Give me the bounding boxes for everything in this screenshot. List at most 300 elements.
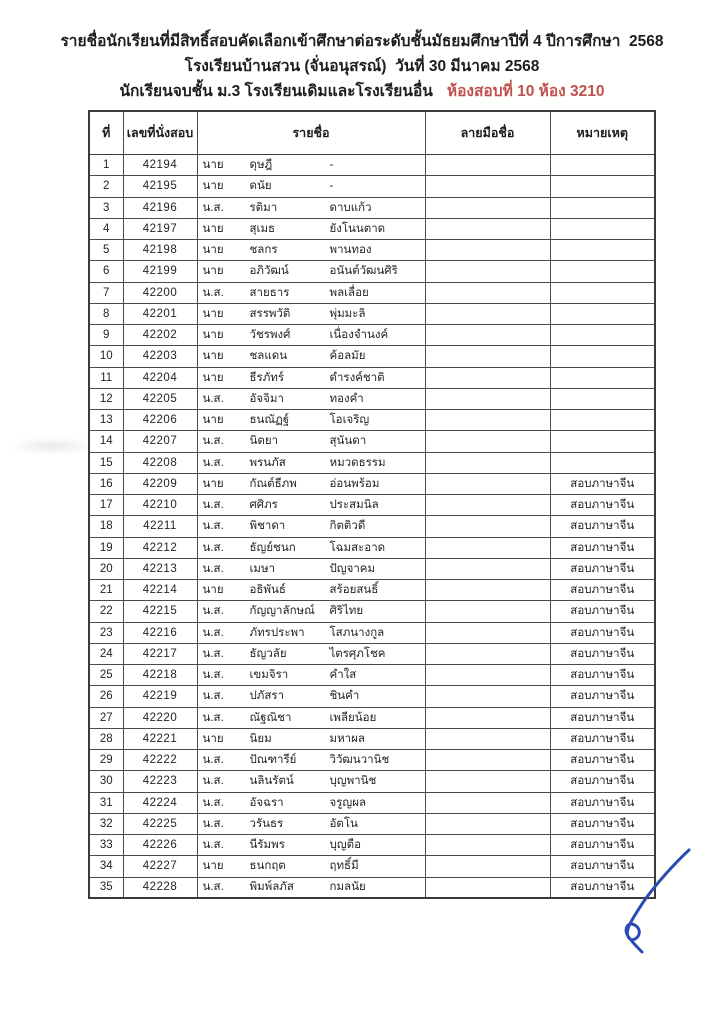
table-body <box>89 155 655 899</box>
signature-cell <box>425 346 550 367</box>
seat-number-cell: 42194 <box>123 155 197 176</box>
table-row <box>89 580 655 601</box>
row-number-cell: 30 <box>89 771 123 792</box>
table-row <box>89 728 655 749</box>
seat-number-cell: 42224 <box>123 792 197 813</box>
first-name: ภัทรประพา <box>249 626 305 639</box>
remark-cell <box>550 410 655 431</box>
seat-number-cell: 42215 <box>123 601 197 622</box>
student-name-cell <box>197 516 425 537</box>
student-name-cell <box>197 176 425 197</box>
last-name: มหาผล <box>329 732 365 745</box>
last-name: ศิริไทย <box>329 605 364 618</box>
seat-number-cell: 42213 <box>123 558 197 579</box>
first-name: พิมพ์ลภัส <box>249 881 294 894</box>
remark-cell: สอบภาษาจีน <box>550 558 655 579</box>
seat-number-cell: 42227 <box>123 856 197 877</box>
student-name-cell <box>197 303 425 324</box>
student-name-cell <box>197 856 425 877</box>
remark-cell <box>550 197 655 218</box>
table-row <box>89 367 655 388</box>
table-row <box>89 473 655 494</box>
row-number-cell: 23 <box>89 622 123 643</box>
signature-cell <box>425 410 550 431</box>
remark-cell: สอบภาษาจีน <box>550 473 655 494</box>
student-name-cell <box>197 877 425 898</box>
last-name: ปัญจาคม <box>329 562 376 575</box>
row-number-cell: 34 <box>89 856 123 877</box>
name-prefix: นาย <box>202 477 224 490</box>
name-prefix: นาย <box>202 860 224 873</box>
table-row <box>89 282 655 303</box>
last-name: โฉมสะอาด <box>329 541 386 554</box>
table-row <box>89 410 655 431</box>
last-name: ไตรศุภโชค <box>329 647 386 660</box>
first-name: ศศิภร <box>249 499 278 512</box>
remark-cell: สอบภาษาจีน <box>550 856 655 877</box>
first-name: กัญญาลักษณ์ <box>249 605 315 618</box>
row-number-cell: 29 <box>89 750 123 771</box>
seat-number-cell: 42200 <box>123 282 197 303</box>
name-prefix: น.ส. <box>202 562 224 575</box>
table-row <box>89 325 655 346</box>
first-name: ปภัสรา <box>249 690 285 703</box>
name-prefix: นาย <box>202 180 224 193</box>
signature-cell <box>425 452 550 473</box>
remark-cell: สอบภาษาจีน <box>550 537 655 558</box>
signature-cell <box>425 707 550 728</box>
student-name-cell <box>197 325 425 346</box>
name-prefix: น.ส. <box>202 881 224 894</box>
row-number-cell: 21 <box>89 580 123 601</box>
last-name: จรูญผล <box>329 796 366 809</box>
seat-number-cell: 42204 <box>123 367 197 388</box>
signature-cell <box>425 282 550 303</box>
remark-cell: สอบภาษาจีน <box>550 516 655 537</box>
table-row <box>89 622 655 643</box>
first-name: อภิวัฒน์ <box>249 265 289 278</box>
row-number-cell: 7 <box>89 282 123 303</box>
remark-cell <box>550 431 655 452</box>
signature-cell <box>425 813 550 834</box>
table-row <box>89 346 655 367</box>
row-number-cell: 18 <box>89 516 123 537</box>
first-name: อธิพันธ์ <box>249 584 286 597</box>
student-name-cell <box>197 155 425 176</box>
signature-cell <box>425 643 550 664</box>
row-number-cell: 31 <box>89 792 123 813</box>
remark-cell: สอบภาษาจีน <box>550 686 655 707</box>
row-number-cell: 32 <box>89 813 123 834</box>
first-name: นิตยา <box>249 435 279 448</box>
row-number-cell: 26 <box>89 686 123 707</box>
remark-cell: สอบภาษาจีน <box>550 665 655 686</box>
name-prefix: น.ส. <box>202 541 224 554</box>
first-name: อัจฉรา <box>249 796 284 809</box>
table-row <box>89 792 655 813</box>
table-row <box>89 303 655 324</box>
first-name: พรนภัส <box>249 456 286 469</box>
signature-cell <box>425 431 550 452</box>
table-row <box>89 643 655 664</box>
last-name: บุญพานิช <box>329 775 377 788</box>
name-prefix: น.ส. <box>202 754 224 767</box>
last-name: เพลียน้อย <box>329 711 377 724</box>
name-prefix: นาย <box>202 414 224 427</box>
table-row <box>89 197 655 218</box>
table-row <box>89 558 655 579</box>
last-name: กมลนัย <box>329 881 366 894</box>
document-title-line1: รายชื่อนักเรียนที่มีสิทธิ์สอบคัดเลือกเข้าศึกษาต่อระดับชั้นมัธยมศึกษาปีที่ 4 ปีการศึกษา 2568 <box>60 33 664 50</box>
signature-cell <box>425 388 550 409</box>
first-name: วัชรพงศ์ <box>249 329 291 342</box>
row-number-cell: 6 <box>89 261 123 282</box>
column-header-name: รายชื่อ <box>197 111 425 155</box>
seat-number-cell: 42226 <box>123 835 197 856</box>
name-prefix: นาย <box>202 350 224 363</box>
table-row <box>89 240 655 261</box>
student-name-cell <box>197 622 425 643</box>
table-row <box>89 218 655 239</box>
table-row <box>89 707 655 728</box>
last-name: พานทอง <box>329 244 372 257</box>
name-prefix: น.ส. <box>202 201 224 214</box>
signature-cell <box>425 771 550 792</box>
column-header-seat: เลขที่นั่งสอบ <box>123 111 197 155</box>
table-row <box>89 877 655 898</box>
signature-cell <box>425 176 550 197</box>
student-name-cell <box>197 813 425 834</box>
signature-cell <box>425 792 550 813</box>
remark-cell <box>550 155 655 176</box>
remark-cell: สอบภาษาจีน <box>550 707 655 728</box>
remark-cell <box>550 282 655 303</box>
seat-number-cell: 42202 <box>123 325 197 346</box>
row-number-cell: 16 <box>89 473 123 494</box>
signature-cell <box>425 155 550 176</box>
first-name: ธีรภัทร์ <box>249 371 285 384</box>
first-name: กัณต์ธีภพ <box>249 477 297 490</box>
name-prefix: นาย <box>202 584 224 597</box>
first-name: สุเมธ <box>249 222 276 235</box>
student-name-cell <box>197 240 425 261</box>
row-number-cell: 8 <box>89 303 123 324</box>
name-prefix: น.ส. <box>202 520 224 533</box>
student-name-cell <box>197 665 425 686</box>
first-name: พิชาดา <box>249 520 286 533</box>
name-prefix: น.ส. <box>202 711 224 724</box>
student-name-cell <box>197 707 425 728</box>
seat-number-cell: 42225 <box>123 813 197 834</box>
remark-cell: สอบภาษาจีน <box>550 835 655 856</box>
column-header-remark: หมายเหตุ <box>550 111 655 155</box>
signature-cell <box>425 686 550 707</box>
name-prefix: น.ส. <box>202 435 224 448</box>
remark-cell: สอบภาษาจีน <box>550 601 655 622</box>
last-name: อ่อนพร้อม <box>329 477 380 490</box>
seat-number-cell: 42221 <box>123 728 197 749</box>
seat-number-cell: 42212 <box>123 537 197 558</box>
table-row <box>89 856 655 877</box>
remark-cell: สอบภาษาจีน <box>550 495 655 516</box>
seat-number-cell: 42208 <box>123 452 197 473</box>
student-name-cell <box>197 410 425 431</box>
row-number-cell: 11 <box>89 367 123 388</box>
remark-cell <box>550 367 655 388</box>
remark-cell <box>550 346 655 367</box>
row-number-cell: 28 <box>89 728 123 749</box>
seat-number-cell: 42198 <box>123 240 197 261</box>
name-prefix: น.ส. <box>202 839 224 852</box>
name-prefix: น.ส. <box>202 647 224 660</box>
last-name: ชินคำ <box>329 690 360 703</box>
seat-number-cell: 42216 <box>123 622 197 643</box>
row-number-cell: 35 <box>89 877 123 898</box>
remark-cell: สอบภาษาจีน <box>550 771 655 792</box>
last-name: สร้อยสนธิ์ <box>329 584 379 597</box>
name-prefix: นาย <box>202 159 224 172</box>
student-name-cell <box>197 473 425 494</box>
name-prefix: น.ส. <box>202 775 224 788</box>
table-row <box>89 495 655 516</box>
signature-cell <box>425 367 550 388</box>
name-prefix: น.ส. <box>202 499 224 512</box>
signature-cell <box>425 558 550 579</box>
signature-cell <box>425 303 550 324</box>
first-name: เขมจิรา <box>249 669 289 682</box>
first-name: ธัญย์ชนก <box>249 541 296 554</box>
first-name: วรันธร <box>249 817 284 830</box>
signature-cell <box>425 516 550 537</box>
name-prefix: น.ส. <box>202 605 224 618</box>
name-prefix: น.ส. <box>202 286 224 299</box>
row-number-cell: 19 <box>89 537 123 558</box>
seat-number-cell: 42217 <box>123 643 197 664</box>
name-prefix: นาย <box>202 222 224 235</box>
first-name: สรรพวัติ <box>249 307 291 320</box>
seat-number-cell: 42211 <box>123 516 197 537</box>
remark-cell: สอบภาษาจีน <box>550 728 655 749</box>
last-name: - <box>329 180 334 193</box>
name-prefix: นาย <box>202 307 224 320</box>
last-name: - <box>329 159 334 172</box>
first-name: ธัญวลัย <box>249 647 287 660</box>
remark-cell <box>550 452 655 473</box>
row-number-cell: 12 <box>89 388 123 409</box>
last-name: ค้อลมัย <box>329 350 366 363</box>
last-name: สุนันดา <box>329 435 367 448</box>
name-prefix: น.ส. <box>202 456 224 469</box>
signature-cell <box>425 601 550 622</box>
first-name: รติมา <box>249 201 278 214</box>
last-name: กิตติวดี <box>329 520 366 533</box>
signature-cell <box>425 261 550 282</box>
signature-cell <box>425 218 550 239</box>
signature-cell <box>425 197 550 218</box>
seat-number-cell: 42201 <box>123 303 197 324</box>
row-number-cell: 33 <box>89 835 123 856</box>
last-name: อัตโน <box>329 817 358 830</box>
last-name: โสภนางกูล <box>329 626 385 639</box>
student-name-cell <box>197 601 425 622</box>
first-name: ชลกร <box>249 244 278 257</box>
remark-cell <box>550 176 655 197</box>
last-name: บุญตือ <box>329 839 361 852</box>
last-name: คำใส <box>329 669 357 682</box>
last-name: ดาบแก้ว <box>329 201 372 214</box>
row-number-cell: 15 <box>89 452 123 473</box>
name-prefix: น.ส. <box>202 392 224 405</box>
name-prefix: นาย <box>202 329 224 342</box>
seat-number-cell: 42214 <box>123 580 197 601</box>
student-name-cell <box>197 771 425 792</box>
student-name-cell <box>197 495 425 516</box>
remark-cell: สอบภาษาจีน <box>550 580 655 601</box>
student-name-cell <box>197 686 425 707</box>
last-name: หมวดธรรม <box>329 456 386 469</box>
first-name: อัจจิมา <box>249 392 284 405</box>
row-number-cell: 10 <box>89 346 123 367</box>
seat-number-cell: 42219 <box>123 686 197 707</box>
student-name-cell <box>197 792 425 813</box>
student-name-cell <box>197 282 425 303</box>
student-name-cell <box>197 558 425 579</box>
table-row <box>89 155 655 176</box>
last-name: ประสมนิล <box>329 499 379 512</box>
row-number-cell: 17 <box>89 495 123 516</box>
column-header-no: ที่ <box>89 111 123 155</box>
name-prefix: น.ส. <box>202 690 224 703</box>
name-prefix: นาย <box>202 244 224 257</box>
seat-number-cell: 42210 <box>123 495 197 516</box>
remark-cell: สอบภาษาจีน <box>550 792 655 813</box>
remark-cell <box>550 218 655 239</box>
remark-cell <box>550 261 655 282</box>
seat-number-cell: 42218 <box>123 665 197 686</box>
scan-smudge-artifact <box>8 438 96 454</box>
remark-cell <box>550 240 655 261</box>
student-name-cell <box>197 261 425 282</box>
table-row <box>89 665 655 686</box>
document-title-line3 <box>0 82 724 102</box>
table-row <box>89 771 655 792</box>
table-row <box>89 601 655 622</box>
student-name-cell <box>197 218 425 239</box>
student-name-cell <box>197 835 425 856</box>
table-row <box>89 537 655 558</box>
first-name: เมษา <box>249 562 276 575</box>
seat-number-cell: 42207 <box>123 431 197 452</box>
student-name-cell <box>197 580 425 601</box>
name-prefix: นาย <box>202 265 224 278</box>
column-header-signature: ลายมือชื่อ <box>425 111 550 155</box>
first-name: ดนัย <box>249 180 272 193</box>
last-name: พลเลื่อย <box>329 286 369 299</box>
seat-number-cell: 42228 <box>123 877 197 898</box>
row-number-cell: 2 <box>89 176 123 197</box>
signature-cell <box>425 622 550 643</box>
signature-cell <box>425 665 550 686</box>
row-number-cell: 24 <box>89 643 123 664</box>
first-name: ณัฐณิชา <box>249 711 292 724</box>
student-group-label: นักเรียนจบชั้น ม.3 โรงเรียนเดิมและโรงเรียนอื่น <box>119 83 433 100</box>
remark-cell: สอบภาษาจีน <box>550 750 655 771</box>
signature-cell <box>425 856 550 877</box>
row-number-cell: 25 <box>89 665 123 686</box>
last-name: เนื่องจำนงค์ <box>329 329 389 342</box>
row-number-cell: 3 <box>89 197 123 218</box>
remark-cell <box>550 303 655 324</box>
last-name: วิวัฒนวานิช <box>329 754 390 767</box>
student-name-cell <box>197 452 425 473</box>
last-name: ดำรงค์ชาติ <box>329 371 385 384</box>
seat-number-cell: 42223 <box>123 771 197 792</box>
seat-number-cell: 42205 <box>123 388 197 409</box>
table-header-row <box>89 111 655 155</box>
name-prefix: น.ส. <box>202 626 224 639</box>
name-prefix: น.ส. <box>202 817 224 830</box>
row-number-cell: 1 <box>89 155 123 176</box>
name-prefix: นาย <box>202 732 224 745</box>
first-name: ธนณัฏฐ์ <box>249 414 290 427</box>
row-number-cell: 4 <box>89 218 123 239</box>
student-name-cell <box>197 431 425 452</box>
remark-cell: สอบภาษาจีน <box>550 813 655 834</box>
row-number-cell: 22 <box>89 601 123 622</box>
last-name: อนันต์วัฒนศิริ <box>329 265 398 278</box>
seat-number-cell: 42199 <box>123 261 197 282</box>
table-row <box>89 388 655 409</box>
name-prefix: นาย <box>202 371 224 384</box>
first-name: ชลแดน <box>249 350 288 363</box>
last-name: ยังโนนตาด <box>329 222 386 235</box>
last-name: ฤทธิ์มี <box>329 860 359 873</box>
row-number-cell: 5 <box>89 240 123 261</box>
first-name: ธนกฤต <box>249 860 286 873</box>
signature-cell <box>425 580 550 601</box>
first-name: ปัณฑารีย์ <box>249 754 297 767</box>
seat-number-cell: 42222 <box>123 750 197 771</box>
student-name-cell <box>197 197 425 218</box>
table-row <box>89 452 655 473</box>
last-name: พุ่มมะลิ <box>329 307 366 320</box>
seat-number-cell: 42220 <box>123 707 197 728</box>
student-name-cell <box>197 346 425 367</box>
last-name: ทองคำ <box>329 392 364 405</box>
name-prefix: น.ส. <box>202 796 224 809</box>
table-row <box>89 813 655 834</box>
seat-number-cell: 42196 <box>123 197 197 218</box>
signature-cell <box>425 495 550 516</box>
row-number-cell: 13 <box>89 410 123 431</box>
table-row <box>89 431 655 452</box>
first-name: สายธาร <box>249 286 290 299</box>
row-number-cell: 14 <box>89 431 123 452</box>
signature-cell <box>425 728 550 749</box>
table-row <box>89 261 655 282</box>
table-row <box>89 686 655 707</box>
student-name-cell <box>197 643 425 664</box>
signature-cell <box>425 750 550 771</box>
student-name-cell <box>197 388 425 409</box>
student-name-cell <box>197 367 425 388</box>
signature-cell <box>425 473 550 494</box>
table-row <box>89 835 655 856</box>
table-row <box>89 516 655 537</box>
name-prefix: น.ส. <box>202 669 224 682</box>
row-number-cell: 20 <box>89 558 123 579</box>
signature-cell <box>425 325 550 346</box>
